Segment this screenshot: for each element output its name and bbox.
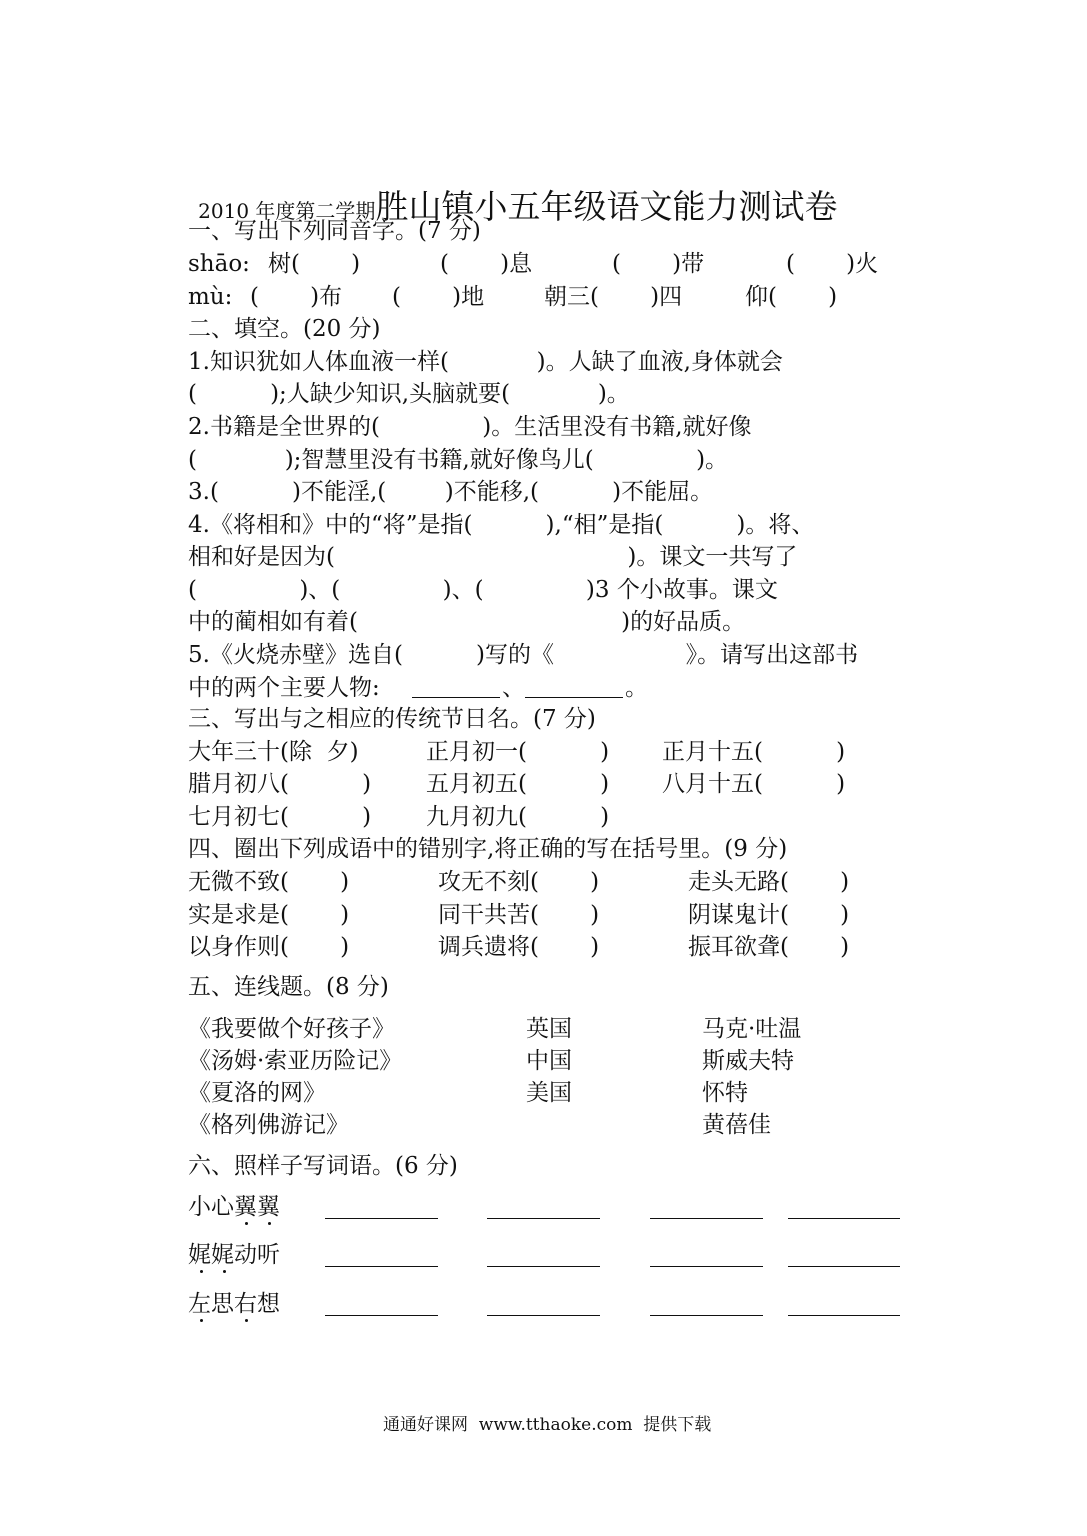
q2-line: ( )、( )、( )3 个小故事。课文 bbox=[188, 577, 778, 603]
answer-blank bbox=[650, 1266, 763, 1267]
q1-item: 朝三( )四 bbox=[544, 284, 683, 310]
q5-book: 《我要做个好孩子》 bbox=[188, 1016, 395, 1042]
q1-item: 树( ) bbox=[268, 251, 361, 277]
answer-blank bbox=[650, 1315, 763, 1316]
q1-item: ( )带 bbox=[612, 251, 705, 277]
q4-item: 攻无不刻( ) bbox=[438, 869, 600, 895]
title-prefix: 2010 年度第二学期 bbox=[198, 199, 376, 223]
q2-line: ( );智慧里没有书籍,就好像鸟儿( )。 bbox=[188, 447, 729, 473]
q4-item: 振耳欲聋( ) bbox=[688, 934, 850, 960]
emphasis-dot bbox=[268, 1222, 271, 1225]
answer-blank bbox=[325, 1218, 438, 1219]
q1-heading: 一、写出下列同音字。(7 分) bbox=[188, 218, 481, 244]
q4-item: 同干共苦( ) bbox=[438, 902, 600, 928]
q5-heading: 五、连线题。(8 分) bbox=[188, 974, 389, 1000]
answer-blank bbox=[325, 1266, 438, 1267]
answer-blank bbox=[650, 1218, 763, 1219]
q3-item: 腊月初八( ) bbox=[188, 771, 372, 797]
q4-item: 阴谋鬼计( ) bbox=[688, 902, 850, 928]
q5-author: 斯威夫特 bbox=[702, 1048, 794, 1074]
answer-blank bbox=[487, 1315, 600, 1316]
q5-book: 《汤姆·索亚历险记》 bbox=[188, 1048, 403, 1074]
q2-line: 3.( )不能淫,( )不能移,( )不能屈。 bbox=[188, 479, 714, 505]
q2-line: 相和好是因为( )。课文一共写了 bbox=[188, 544, 798, 570]
answer-blank bbox=[412, 697, 500, 698]
answer-blank bbox=[788, 1218, 900, 1219]
emphasis-dot bbox=[200, 1319, 203, 1322]
q6-example: 娓娓动听 bbox=[188, 1242, 280, 1268]
q2-line: ( );人缺少知识,头脑就要( )。 bbox=[188, 381, 630, 407]
emphasis-dot bbox=[223, 1270, 226, 1273]
q1-item: ( )息 bbox=[440, 251, 533, 277]
q1-item: ( )布 bbox=[250, 284, 343, 310]
q5-book: 《格列佛游记》 bbox=[188, 1112, 349, 1138]
answer-blank bbox=[788, 1266, 900, 1267]
q2-heading: 二、填空。(20 分) bbox=[188, 316, 381, 342]
q4-heading: 四、圈出下列成语中的错别字,将正确的写在括号里。(9 分) bbox=[188, 836, 788, 862]
q3-item: 大年三十(除 夕) bbox=[188, 739, 359, 765]
answer-blank bbox=[525, 697, 623, 698]
q3-item: 五月初五( ) bbox=[426, 771, 610, 797]
q5-author: 黄蓓佳 bbox=[702, 1112, 771, 1138]
q2-line: 1.知识犹如人体血液一样( )。人缺了血液,身体就会 bbox=[188, 349, 783, 375]
q4-item: 以身作则( ) bbox=[188, 934, 350, 960]
q1-pinyin-shao: shāo: bbox=[188, 251, 250, 277]
q5-country: 美国 bbox=[526, 1080, 572, 1106]
emphasis-dot bbox=[245, 1319, 248, 1322]
q1-pinyin-mu: mù: bbox=[188, 284, 233, 310]
q1-item: 仰( ) bbox=[745, 284, 838, 310]
q5-author: 马克·吐温 bbox=[702, 1016, 802, 1042]
q3-item: 七月初七( ) bbox=[188, 804, 372, 830]
q2-line: 5.《火烧赤壁》选自( )写的《 》。请写出这部书 bbox=[188, 642, 859, 668]
title-main: 胜山镇小五年级语文能力测试卷 bbox=[375, 187, 838, 226]
q4-item: 实是求是( ) bbox=[188, 902, 350, 928]
answer-blank bbox=[487, 1218, 600, 1219]
q3-item: 正月初一( ) bbox=[426, 739, 610, 765]
q4-item: 走头无路( ) bbox=[688, 869, 850, 895]
q5-country: 中国 bbox=[526, 1048, 572, 1074]
q1-item: ( )地 bbox=[392, 284, 485, 310]
q2-last-line: 中的两个主要人物: bbox=[188, 675, 380, 701]
q5-book: 《夏洛的网》 bbox=[188, 1080, 326, 1106]
q6-heading: 六、照样子写词语。(6 分) bbox=[188, 1153, 458, 1179]
q4-item: 无微不致( ) bbox=[188, 869, 350, 895]
emphasis-dot bbox=[245, 1222, 248, 1225]
q3-heading: 三、写出与之相应的传统节日名。(7 分) bbox=[188, 706, 596, 732]
q6-example: 左思右想 bbox=[188, 1291, 280, 1317]
q5-author: 怀特 bbox=[702, 1080, 748, 1106]
q2-line: 4.《将相和》中的“将”是指( ),“相”是指( )。将、 bbox=[188, 512, 815, 538]
q3-item: 正月十五( ) bbox=[662, 739, 846, 765]
q3-item: 九月初九( ) bbox=[426, 804, 610, 830]
q4-item: 调兵遗将( ) bbox=[438, 934, 600, 960]
q5-country: 英国 bbox=[526, 1016, 572, 1042]
q6-example: 小心翼翼 bbox=[188, 1194, 280, 1220]
answer-blank bbox=[788, 1315, 900, 1316]
q2-line: 中的蔺相如有着( )的好品质。 bbox=[188, 609, 746, 635]
q3-item: 八月十五( ) bbox=[662, 771, 846, 797]
q1-item: ( )火 bbox=[786, 251, 879, 277]
answer-blank bbox=[325, 1315, 438, 1316]
answer-blank bbox=[487, 1266, 600, 1267]
q2-end: 。 bbox=[625, 675, 648, 701]
footer-credit: 通通好课网 www.tthaoke.com 提供下载 bbox=[383, 1415, 712, 1435]
emphasis-dot bbox=[200, 1270, 203, 1273]
q2-separator: 、 bbox=[502, 675, 525, 701]
q2-line: 2.书籍是全世界的( )。生活里没有书籍,就好像 bbox=[188, 414, 752, 440]
